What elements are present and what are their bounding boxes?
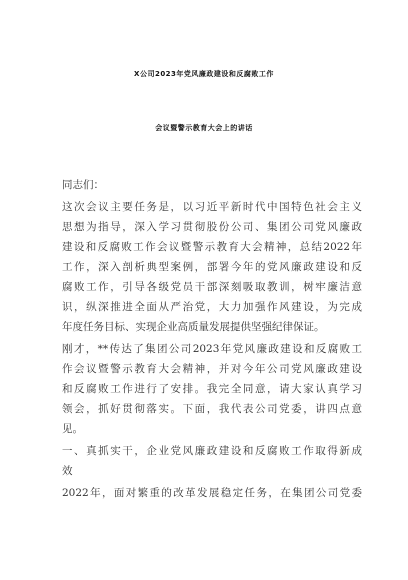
body-line: 和反腐败工作进行了安排。我完全同意，请大家认真学习: [62, 383, 362, 395]
body-line: 思想为指导，深入学习贯彻股份公司、集团公司党风廉政: [62, 221, 362, 233]
section-heading-continued: 效: [62, 465, 73, 477]
body-line: 建设和反腐败工作会议暨警示教育大会精神，总结2022年: [62, 241, 362, 253]
body-line: 工作，深入剖析典型案例，部署今年的党风廉政建设和反: [62, 261, 362, 273]
body-line: 领会，抓好贯彻落实。下面，我代表公司党委，讲四点意: [62, 403, 362, 415]
body-line: 刚才，**传达了集团公司2023年党风廉政建设和反腐败工: [62, 343, 362, 355]
salutation: 同志们：: [62, 179, 104, 191]
document-title-line-2: 会议暨警示教育大会上的讲话: [155, 124, 253, 132]
document-title-line-1: X公司2023年党风廉政建设和反腐败工作: [134, 70, 274, 78]
body-line: 识，纵深推进全面从严治党，大力加强作风建设，为完成: [62, 301, 362, 313]
body-line: 年度任务目标、实现企业高质量发展提供坚强纪律保证。: [62, 321, 325, 333]
section-heading: 一、真抓实干，企业党风廉政建设和反腐败工作取得新成: [62, 445, 362, 457]
body-line: 见。: [62, 423, 83, 435]
body-line: 这次会议主要任务是，以习近平新时代中国特色社会主义: [62, 201, 362, 213]
body-line: 作会议暨警示教育大会精神，并对今年公司党风廉政建设: [62, 363, 362, 375]
body-line: 腐败工作，引导各级党员干部深刻吸取教训，树牢廉洁意: [62, 281, 362, 293]
body-line: 2022年，面对繁重的改革发展稳定任务，在集团公司党委: [62, 487, 362, 499]
